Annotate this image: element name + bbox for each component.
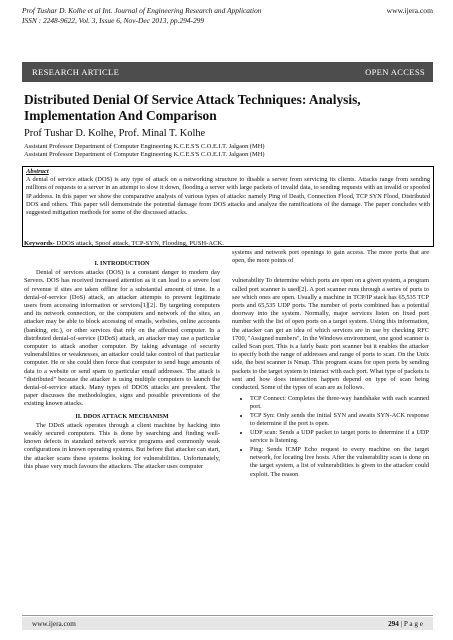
authors: Prof Tushar D. Kolhe, Prof. Minal T. Kolhe bbox=[24, 128, 206, 139]
page-label: P a g e bbox=[403, 620, 423, 628]
scan-types-list bbox=[232, 395, 429, 479]
footer-divider bbox=[22, 615, 433, 616]
keywords bbox=[24, 240, 224, 247]
paper-title bbox=[24, 92, 434, 124]
port-scan-paragraph: vulnerability To determine which ports are open on a given system, a program called port scanner is used[2]. A port scanner runs through a series of ports to see which ones are open. Usually a machine in TCP/IP stack has 65,535 TCP ports and 65,535 UDP ports. The number of ports combined has a potential doorway into the system. Normally, major services listen on fixed port number with the list of open ports on a target system. Using this information, the attacker can get an idea of which services are in use by checking RFC 1700, "Assigned numbers". In the Windows environment, one good scanner is called Scan port. This is a fairly basic port scanner but it enables the attacker to specify both the range of addresses and range of ports to scan. On the Unix side, the best scanner is Nmap. This program scans for open ports by sending packets to the target system to interact with each port. What type of packets is sent and how does interaction happen depend on type of scan being conducted. Some of the types of scan are as follows. bbox=[232, 277, 429, 392]
right-column-continuation: systems and network port openings to gain access. The more ports that are open, the more points of bbox=[232, 249, 429, 265]
right-column bbox=[232, 249, 429, 479]
issn-line: ISSN : 2248-9622, Vol. 3, Issue 6, Nov-Dec 2013, pp.294-299 bbox=[22, 15, 205, 25]
page-number-value: 294 bbox=[388, 620, 399, 628]
affiliations bbox=[24, 143, 264, 159]
list-item: • TCP Syn: Only sends the initial SYN and awaits SYN-ACK response to determine if the port is open. bbox=[250, 412, 429, 428]
mechanism-paragraph: The DDoS attack operates through a client machine by hacking into weakly secured computers. This is done by searching and finding well-known defects in standard network service programs and commonly weak configurations in known operating systems. But before that attacker can start, the attacker scans these systems looking for vulnerabilities. Unfortunately, this phase very much favours the attackers. The attacker uses computer bbox=[24, 421, 220, 470]
section-heading-introduction: I. INTRODUCTION bbox=[94, 260, 150, 267]
affiliation-2: Assistant Professor Department of Computer Engineering K.C.E.S'S C.O.E.I.T. Jalgaon (MH) bbox=[24, 151, 265, 159]
open-access-label: OPEN ACCESS bbox=[365, 67, 425, 77]
page-separator: | bbox=[398, 620, 404, 628]
page-footer bbox=[22, 617, 433, 630]
research-article-label: RESEARCH ARTICLE bbox=[32, 67, 120, 77]
title-line-2: Implementation And Comparison bbox=[24, 108, 217, 123]
list-item: • Ping: Sends ICMP Echo request to every machine on the target network, for locating live hosts. After the vulnerability scan is done on the target system, a list of vulnerabilities is given to the attacker could exploit. The reason bbox=[250, 446, 429, 479]
article-type-band bbox=[22, 62, 433, 82]
abstract-text: A denial of service attack (DOS) is any type of attack on a networking structure to disable a server from servicing its clients. Attacks range from sending millions of requests to a server in an attempt to slow it down, flooding a server with large packets of invalid data, to sending requests with an invalid or spoofed IP address. In this paper we show the comparative analysis of various types of attacks: namely Ping of Death, Connection Flood, TCP SYN Flood, Distributed DOS and others. This paper will demonstrate the potential damage from DOS attacks and analyze the ramifications of the damage. The paper concludes with suggested mitigation methods for some of the discussed attacks. bbox=[26, 176, 430, 217]
page-number bbox=[388, 620, 423, 628]
affiliation-1: Assistant Professor Department of Computer Engineering K.C.E.S'S C.O.E.I.T. Jalgaon (MH) bbox=[24, 143, 265, 150]
list-item: • UDP scan: Sends a UDP packet to target ports to determine if a UDP service is listening. bbox=[250, 429, 429, 445]
header-site-link[interactable]: www.ijera.com bbox=[386, 6, 433, 15]
abstract-box bbox=[22, 166, 434, 247]
title-line-1: Distributed Denial Of Service Attack Techniques: Analysis, bbox=[24, 92, 361, 107]
journal-citation: Prof Tushar D. Kolhe et al Int. Journal of Engineering Research and Application bbox=[22, 6, 262, 15]
keywords-text: DDOS attack, Spoof attack, TCP-SYN, Flooding, PUSH-ACK. bbox=[54, 240, 224, 247]
list-item: • TCP Connect: Completes the three-way handshake with each scanned port. bbox=[250, 395, 429, 411]
section-heading-mechanism: II. DDOS ATTACK MECHANISM bbox=[75, 412, 169, 420]
introduction-paragraph: Denial of services attacks (DOS) is a constant danger to modern day Servers. DOS has received increased attention as it can lead to a severe lost of revenue if sites are taken offline for a substantial amount of time. In a denial-of-service (DoS) attack, an attacker attempts to prevent legitimate users from accessing information or services[1][2]. By targeting computers and its network connection, or the computers and network of the sites, an attacker may be able to block accessing of emails, websites, online accounts (banking, etc.), or other services that rely on the affected computer. In a distributed denial-of-service (DDoS) attack, an attacker may use a particular computer to attack another computer. By taking advantage of security vulnerabilities or weaknesses, an attacker could take control of that particular computer. He or she could then force that computer to send huge amounts of data to a website or send spam to particular email addresses. The attack is "distributed" because the attacker is using multiple computers to launch the denial-of-service attack. Many types of DDOS attacks are prevalent. The paper discusses the methodologies, signs and possible preventions of the existing known attacks. bbox=[24, 269, 220, 408]
running-header bbox=[22, 6, 433, 25]
keywords-label: Keywords- bbox=[24, 240, 55, 247]
footer-site-link[interactable]: www.ijera.com bbox=[32, 620, 76, 628]
left-column bbox=[24, 257, 220, 471]
abstract-heading: Abstract bbox=[26, 168, 49, 175]
